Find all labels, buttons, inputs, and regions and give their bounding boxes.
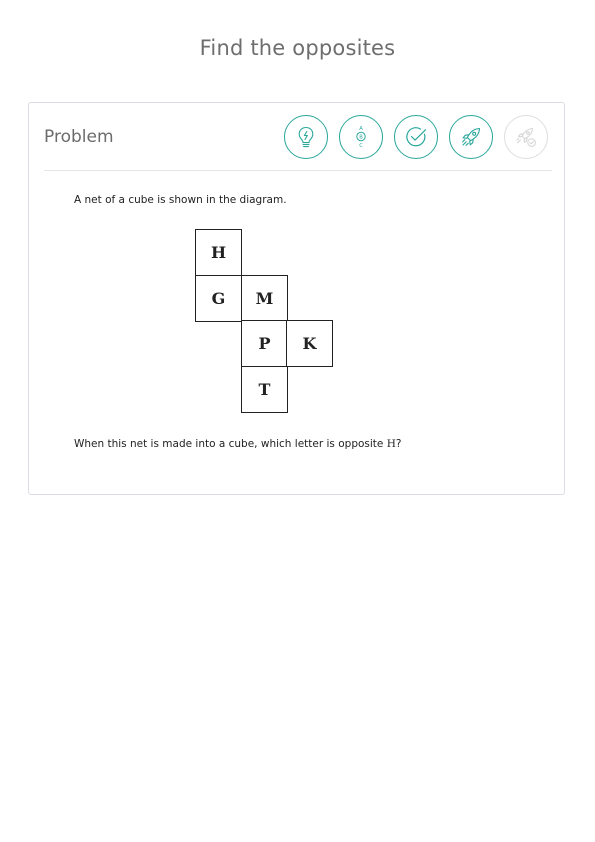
rocket-icon — [458, 124, 484, 150]
net-cell-p: P — [241, 320, 288, 367]
problem-card — [28, 102, 565, 495]
check-answer-button[interactable] — [394, 115, 438, 159]
multiple-choice-button[interactable] — [339, 115, 383, 159]
net-cell-k: K — [286, 320, 333, 367]
hint-button[interactable] — [284, 115, 328, 159]
solution-button — [504, 115, 548, 159]
net-cell-m: M — [241, 275, 288, 322]
abc-options-icon — [348, 124, 374, 150]
checkmark-circle-icon — [403, 124, 429, 150]
launch-button[interactable] — [449, 115, 493, 159]
question-mark: ? — [395, 438, 402, 450]
problem-heading: Problem — [44, 127, 114, 147]
header-divider — [44, 170, 552, 171]
question-letter: H — [386, 438, 396, 450]
problem-question — [74, 438, 401, 450]
page-title: Find the opposites — [199, 36, 396, 60]
net-cell-g: G — [195, 275, 242, 322]
lightbulb-icon — [293, 124, 319, 150]
rocket-check-icon — [513, 124, 539, 150]
option-a-glyph: A — [359, 126, 363, 133]
net-cell-t: T — [241, 366, 288, 413]
question-text: When this net is made into a cube, which letter is opposite — [74, 438, 387, 450]
option-c-glyph: C — [359, 143, 363, 150]
net-cell-h: H — [195, 229, 242, 276]
problem-statement: A net of a cube is shown in the diagram. — [74, 194, 287, 206]
option-b-glyph: B — [359, 134, 363, 141]
